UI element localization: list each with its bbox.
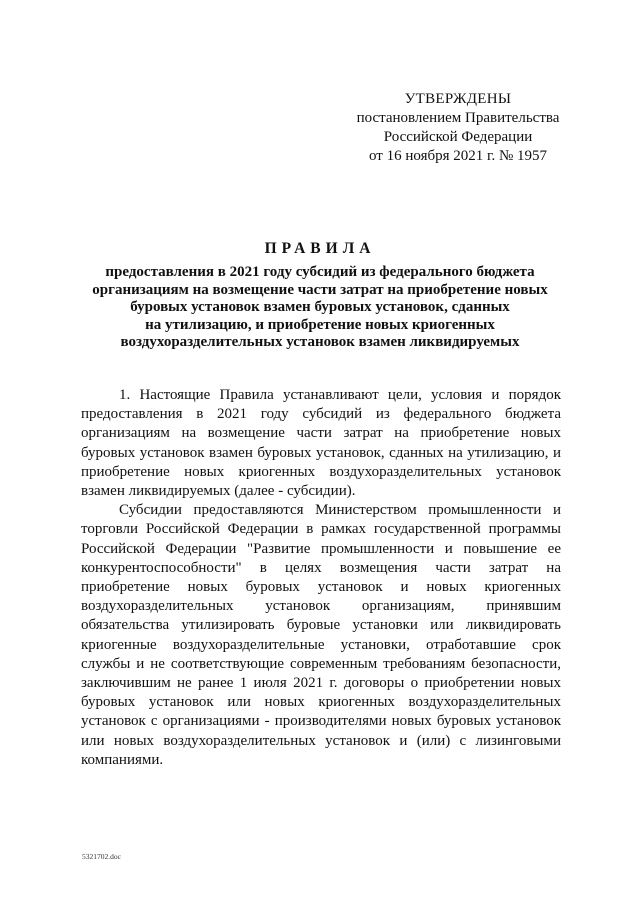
approval-heading: УТВЕРЖДЕНЫ bbox=[404, 91, 512, 107]
subtitle-line-2: организациям на возмещение части затрат на приобретение новых bbox=[92, 281, 548, 298]
approval-line-3: от 16 ноября 2021 г. № 1957 bbox=[368, 148, 548, 164]
subtitle-line-1: предоставления в 2021 году субсидий из федерального бюджета bbox=[105, 264, 535, 280]
paragraph-1: 1. Настоящие Правила устанавливают цели, условия и порядок предоставления в 2021 году субсидий из федерального бюджета организациям на возмещение части затрат на приобретение новых буровых установок взамен буровых установок, сданных на утилизацию, и приобретение новых криогенных воздухоразделительных установок взамен ликвидируемых (далее - субсидии). bbox=[81, 387, 561, 500]
subtitle-line-4: на утилизацию, и приобретение новых криогенных bbox=[145, 316, 495, 333]
file-name-footer: 5321702.doc bbox=[82, 852, 121, 861]
document-body bbox=[81, 386, 561, 770]
document-subtitle bbox=[60, 264, 580, 352]
subtitle-line-5: воздухоразделительных установок взамен ликвидируемых bbox=[120, 334, 520, 350]
document-title: ПРАВИЛА bbox=[264, 240, 376, 257]
approval-line-2: Российской Федерации bbox=[383, 129, 533, 145]
approval-line-1: постановлением Правительства bbox=[356, 110, 560, 126]
paragraph-2: Субсидии предоставляются Министерством промышленности и торговли Российской Федерации в рамках государственной программы Российской Федерации "Развитие промышленности и повышение ее конкурентоспособности" в целях возмещения части затрат на приобретение новых буровых установок и новых криогенных воздухоразделительных установок организациям, принявшим обязательства утилизировать буровые установки или ликвидировать криогенные воздухоразделительные установки, отработавшие срок службы и не соответствующие современным требованиям безопасности, заключившим не ранее 1 июля 2021 г. договоры о приобретении новых буровых установок или новых криогенных воздухоразделительных установок с организациями - производителями новых буровых установок или новых воздухоразделительных установок и (или) с лизинговыми компаниями. bbox=[81, 502, 561, 768]
subtitle-line-3: буровых установок взамен буровых установок, сданных bbox=[130, 299, 510, 315]
approval-block bbox=[345, 90, 571, 166]
